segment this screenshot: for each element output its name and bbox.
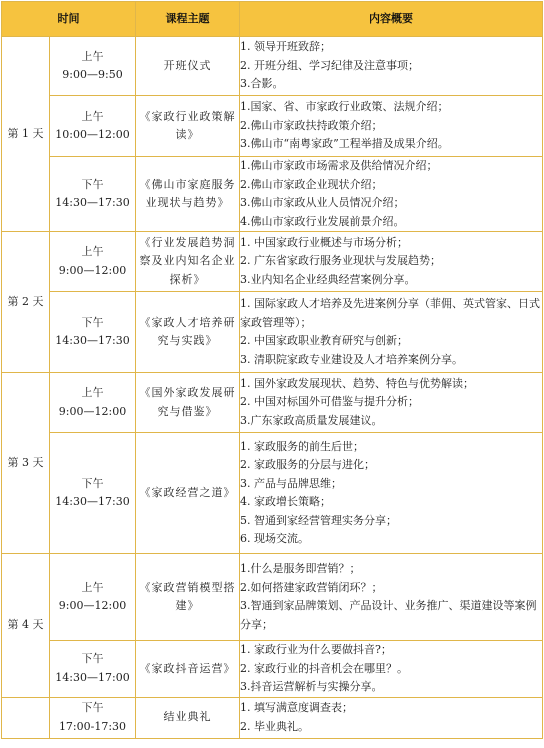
session-topic: 《家政人才培养研究与实践》 [136,292,240,373]
session-topic: 《家政经营之道》 [136,433,240,554]
content-line: 1. 填写满意度调查表； [240,701,353,714]
header-time: 时间 [2,2,136,37]
session-time-range: 14:30—17:30 [55,196,130,209]
content-line: 3. 清职院家政专业建设及人才培养案例分享。 [240,352,463,366]
session-time [50,433,136,554]
session-time-range: 14:30—17:30 [55,495,130,508]
session-content [240,373,543,433]
session-period: 下午 [81,315,104,329]
session-period: 下午 [81,177,104,191]
content-line: 3.佛山市“南粤家政”工程举措及成果介绍。 [240,137,449,151]
session-row [2,37,543,96]
content-line: 2. 开班分组、学习纪律及注意事项； [240,58,419,72]
content-line: 4. 家政增长策略； [240,495,331,508]
session-topic: 开班仪式 [136,37,240,96]
content-line: 3.合影。 [240,77,284,91]
session-time [50,157,136,232]
session-time-range: 10:00—12:00 [55,128,130,141]
session-row [2,641,543,698]
content-line: 2. 家政行业的抖音机会在哪里？。 [240,661,408,675]
session-content [240,697,543,738]
session-row [2,157,543,232]
session-period: 下午 [81,701,104,714]
content-line: 4.佛山市家政行业发展前景介绍。 [240,214,405,228]
content-line: 1.佛山市家政市场需求及供给情况介绍； [240,159,438,172]
course-schedule-table [1,1,543,739]
session-time [50,697,136,738]
session-topic: 《行业发展趋势洞察及业内知名企业探析》 [136,232,240,292]
content-line: 2. 广东省家政行服务业现状与发展趋势； [240,254,441,268]
content-line: 1. 中国家政行业概述与市场分析； [240,235,408,249]
session-content [240,641,543,698]
content-line: 2. 中国家政职业教育研究与创新； [240,334,408,347]
content-line: 1.国家、省、市家政行业政策、法规介绍； [240,100,449,114]
session-period: 上午 [81,386,104,399]
session-content [240,554,543,641]
schedule-body [2,37,543,739]
session-content [240,292,543,373]
content-line: 3.抖音运营解析与实操分享。 [240,680,383,693]
content-line: 5. 智通到家经营管理实务分享； [240,513,397,527]
content-line: 3. 产品与品牌思维； [240,476,342,490]
session-row [2,96,543,157]
session-content [240,433,543,554]
session-time [50,373,136,433]
content-line: 3.业内知名企业经典经营案例分享。 [240,272,416,286]
content-line: 3.佛山市家政从业人员情况介绍； [240,196,405,209]
content-line: 1. 国际家政人才培养及先进案例分享（菲佣、英式管家、日式家政管理等）； [240,297,540,329]
header-topic: 课程主题 [136,2,240,37]
content-line: 6. 现场交流。 [240,532,309,545]
session-row [2,554,543,641]
session-content [240,232,543,292]
day-label: 第 1 天 [2,37,50,232]
session-period: 下午 [81,652,104,666]
session-period: 下午 [81,476,104,490]
day-label: 第 3 天 [2,373,50,554]
session-time [50,554,136,641]
content-line: 2. 家政服务的分层与进化； [240,458,375,471]
content-line: 2.佛山市家政企业现状介绍； [240,177,383,191]
session-time [50,641,136,698]
content-line: 1. 家政服务的前生后世； [240,439,364,453]
content-line: 2. 中国对标国外可借鉴与提升分析； [240,395,419,409]
session-time-range: 9:00—12:00 [58,599,127,612]
content-line: 1. 国外家政发展现状、趋势、特色与优势解读； [240,376,474,390]
session-time-range: 14:30—17:00 [55,670,130,684]
content-line: 1.什么是服务即营销？； [240,562,361,575]
content-line: 2. 毕业典礼。 [240,719,309,733]
day-label [2,697,50,738]
header-row [2,2,543,37]
session-topic: 《佛山市家庭服务业现状与趋势》 [136,157,240,232]
session-time-range: 9:00—12:00 [58,263,127,277]
session-time [50,96,136,157]
session-period: 上午 [81,580,104,594]
session-row [2,373,543,433]
day-label: 第 4 天 [2,554,50,698]
session-row [2,697,543,738]
content-line: 3.广东家政高质量发展建议。 [240,413,383,427]
session-topic: 《家政营销模型搭建》 [136,554,240,641]
session-content [240,96,543,157]
session-time [50,37,136,96]
session-topic: 《家政抖音运营》 [136,641,240,698]
session-row [2,433,543,554]
session-period: 上午 [81,109,104,123]
content-line: 3.智通到家品牌策划、产品设计、业务推广、渠道建设等案例分享； [240,599,537,631]
session-time-range: 17:00-17:30 [58,719,127,733]
session-content [240,37,543,96]
session-time-range: 9:00—12:00 [58,404,127,418]
session-time-range: 14:30—17:30 [55,334,130,347]
session-row [2,232,543,292]
session-period: 上午 [81,245,104,258]
day-label: 第 2 天 [2,232,50,373]
session-content [240,157,543,232]
session-topic: 《家政行业政策解读》 [136,96,240,157]
session-time [50,232,136,292]
content-line: 2.佛山市家政扶持政策介绍； [240,118,383,132]
content-line: 1. 家政行业为什么要做抖音?； [240,643,392,656]
session-time [50,292,136,373]
session-period: 上午 [81,49,104,63]
session-time-range: 9:00—9:50 [62,68,123,81]
content-line: 2.如何搭建家政营销闭环？； [240,580,383,594]
session-row [2,292,543,373]
content-line: 1. 领导开班致辞； [240,40,331,54]
session-topic: 《国外家政发展研究与借鉴》 [136,373,240,433]
session-topic: 结业典礼 [136,697,240,738]
header-content: 内容概要 [240,2,543,37]
